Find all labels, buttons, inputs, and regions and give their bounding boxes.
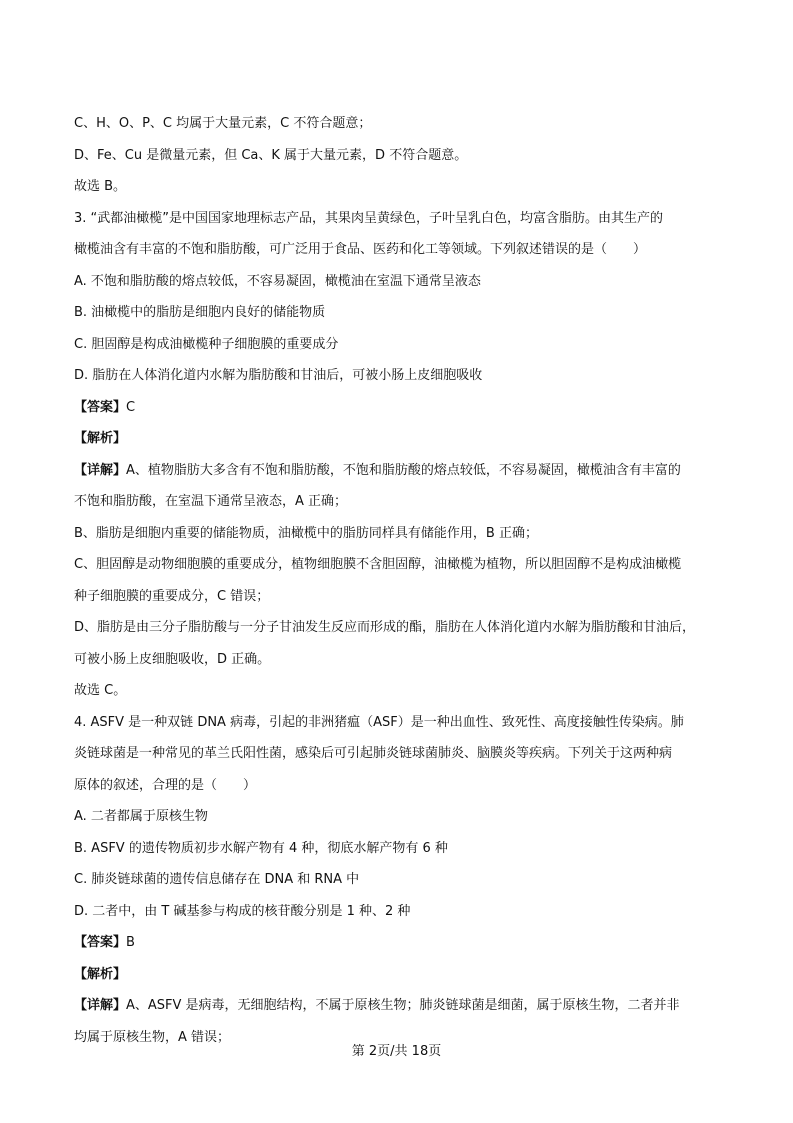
- option-c: C. 肺炎链球菌的遗传信息储存在 DNA 和 RNA 中: [74, 872, 360, 887]
- option-a: A. 不饱和脂肪酸的熔点较低，不容易凝固，橄榄油在室温下通常呈液态: [74, 273, 481, 289]
- analysis-line: [74, 423, 734, 455]
- question-4-stem: 炎链球菌是一种常见的革兰氏阳性菌，感染后可引起肺炎链球菌肺炎、脑膜炎等疾病。下列关于这两种病: [74, 746, 673, 761]
- text-line: B、脂肪是细胞内重要的储能物质，油橄榄中的脂肪同样具有储能作用，B 正确；: [74, 525, 538, 541]
- question-4-stem: 原体的叙述，合理的是（ ）: [74, 777, 257, 793]
- text-line: 故选 B。: [74, 179, 127, 194]
- option-d: D. 脂肪在人体消化道内水解为脂肪酸和甘油后，可被小肠上皮细胞吸收: [74, 368, 483, 383]
- text-line: 可被小肠上皮细胞吸收，D 正确。: [74, 651, 271, 667]
- text-line: D、Fe、Cu 是微量元素，但 Ca、K 属于大量元素，D 不符合题意。: [74, 147, 468, 163]
- option-b: B. ASFV 的遗传物质初步水解产物有 4 种，彻底水解产物有 6 种: [74, 840, 448, 856]
- answer-line: 【答案】C: [74, 399, 136, 415]
- page-footer: 第 2页/共 18页: [351, 1044, 442, 1059]
- question-4-stem: 4. ASFV 是一种双链 DNA 病毒，引起的非洲猪瘟（ASF）是一种出血性、致死性、高度接触性传染病。肺: [74, 714, 684, 730]
- explanation-tag: 【详解】: [74, 462, 127, 478]
- question-3-stem: 橄榄油含有丰富的不饱和脂肪酸，可广泛用于食品、医药和化工等领域。下列叙述错误的是（ ）: [74, 242, 647, 257]
- document-body: [74, 108, 734, 1053]
- explanation-line: 【详解】A、ASFV 是病毒，无细胞结构，不属于原核生物；肺炎链球菌是细菌，属于原核生物，二者并非: [74, 998, 680, 1013]
- option-c: C. 胆固醇是构成油橄榄种子细胞膜的重要成分: [74, 336, 339, 352]
- text-line: 种子细胞膜的重要成分，C 错误；: [74, 588, 270, 604]
- explanation-tag: 【详解】: [74, 998, 127, 1013]
- analysis-tag: 【解析】: [74, 966, 127, 982]
- answer-line: 【答案】B: [74, 935, 135, 950]
- option-b: B. 油橄榄中的脂肪是细胞内良好的储能物质: [74, 305, 326, 320]
- analysis-tag: 【解析】: [74, 431, 127, 446]
- option-d: D. 二者中，由 T 碱基参与构成的核苷酸分别是 1 种、2 种: [74, 903, 411, 919]
- answer-tag: 【答案】: [74, 935, 127, 950]
- explanation-line: 【详解】A、植物脂肪大多含有不饱和脂肪酸，不饱和脂肪酸的熔点较低，不容易凝固，橄榄油含有丰富的: [74, 462, 681, 478]
- text-line: 均属于原核生物，A 错误；: [74, 1029, 231, 1045]
- text-line: 故选 C。: [74, 683, 127, 698]
- question-3-stem: 3. “武都油橄榄”是中国国家地理标志产品，其果肉呈黄绿色，子叶呈乳白色，均富含脂肪。由其生产的: [74, 210, 664, 226]
- text-line: C、胆固醇是动物细胞膜的重要成分，植物细胞膜不含胆固醇，油橄榄为植物，所以胆固醇不是构成油橄榄: [74, 557, 682, 572]
- analysis-line: [74, 959, 734, 991]
- text-line: 不饱和脂肪酸，在室温下通常呈液态，A 正确；: [74, 494, 348, 509]
- answer-tag: 【答案】: [74, 399, 127, 415]
- text-line: D、脂肪是由三分子脂肪酸与一分子甘油发生反应而形成的酯，脂肪在人体消化道内水解为脂肪酸和甘油后，: [74, 620, 696, 635]
- text-line: C、H、O、P、C 均属于大量元素，C 不符合题意；: [74, 116, 372, 131]
- option-a: A. 二者都属于原核生物: [74, 809, 208, 824]
